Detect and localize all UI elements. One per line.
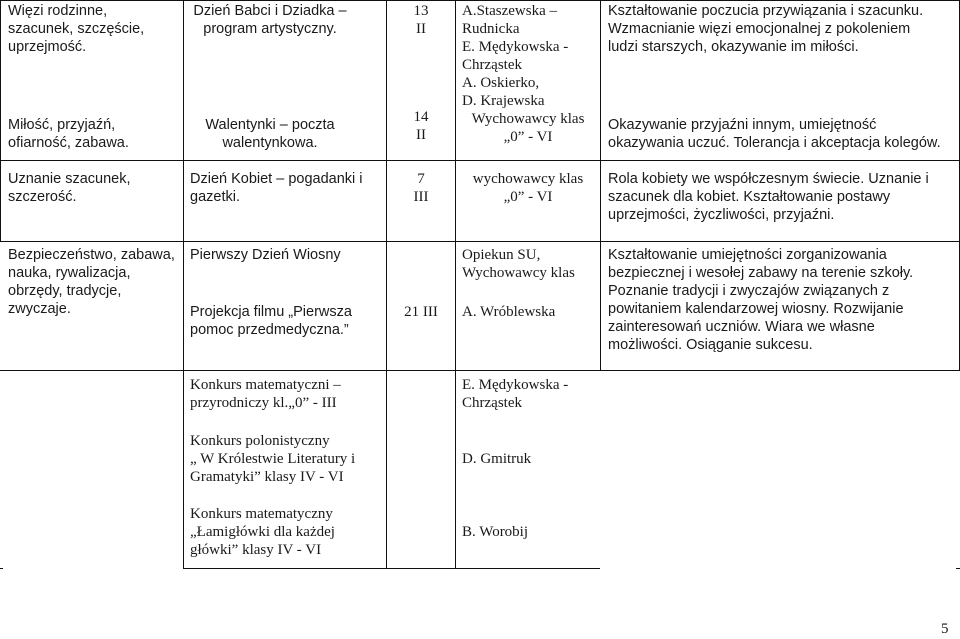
row-1-event: Dzień Babci i Dziadka – program artystyczny. [193, 3, 347, 37]
row-2-goals: Okazywanie przyjaźni innym, umiejętność okazywania uczuć. Tolerancja i akceptacja kolegów. [608, 117, 941, 151]
row-5-responsible-b: D. Gmitruk [462, 451, 532, 467]
row-5-responsible-c: B. Worobij [462, 524, 529, 540]
row-2-date: 14 II [413, 109, 429, 143]
row-1-goals: Kształtowanie poczucia przywiązania i szacunku. Wzmacnianie więzi emocjonalnej z pokoleniem ludzi starszych, okazywanie im miłości. [608, 3, 924, 55]
row-2-responsible: Wychowawcy klas „0” - VI [471, 111, 585, 145]
row-2-theme: Miłość, przyjaźń, ofiarność, zabawa. [8, 117, 129, 151]
row-4-event-a: Pierwszy Dzień Wiosny [190, 247, 341, 263]
row-3-date: 7 III [413, 171, 429, 205]
row-4-responsible-b: A. Wróblewska [462, 304, 556, 320]
row-3-theme: Uznanie szacunek, szczerość. [8, 171, 131, 205]
row-3-responsible: wychowawcy klas „0” - VI [472, 171, 584, 205]
row-4-goals: Kształtowanie umiejętności zorganizowania bezpiecznej i wesołej zabawy na terenie szkoły. Poznanie tradycji i zwyczajów związanych z powitaniem kalendarzowej wiosny. Rozwijanie zainteresowań uczniów. Wiara we własne możliwości. Osiąganie sukcesu. [608, 247, 914, 353]
row-4-event-b: Projekcja filmu „Pierwsza pomoc przedmedyczna.” [190, 304, 352, 338]
row-4-date: 21 III [404, 304, 438, 320]
row-5-event-a: Konkurs matematyczni – przyrodniczy kl.„0” - III [190, 377, 341, 411]
row-2-event: Walentynki – poczta walentynkowa. [205, 117, 335, 151]
row-1-date: 13 II [413, 3, 429, 37]
row-5-event-c: Konkurs matematyczny „Łamigłówki dla każdej główki” klasy IV - VI [190, 506, 335, 558]
row-4-responsible-a: Opiekun SU, Wychowawcy klas [462, 247, 575, 281]
row-4-theme: Bezpieczeństwo, zabawa, nauka, rywalizacja, obrzędy, tradycje, zwyczaje. [8, 247, 175, 317]
row-1-theme: Więzi rodzinne, szacunek, szczęście, uprzejmość. [8, 3, 145, 55]
page-number: 5 [941, 621, 949, 637]
row-5-event-b: Konkurs polonistyczny „ W Królestwie Literatury i Gramatyki” klasy IV - VI [190, 433, 356, 485]
row-5-responsible-a: E. Mędykowska - Chrząstek [462, 377, 569, 411]
row-3-event: Dzień Kobiet – pogadanki i gazetki. [190, 171, 363, 205]
row-1-responsible: A.Staszewska – Rudnicka E. Mędykowska - Chrząstek A. Oskierko, D. Krajewska [462, 3, 569, 109]
row-3-goals: Rola kobiety we współczesnym świecie. Uznanie i szacunek dla kobiet. Kształtowanie postawy uprzejmości, życzliwości, przyjaźni. [608, 171, 929, 223]
